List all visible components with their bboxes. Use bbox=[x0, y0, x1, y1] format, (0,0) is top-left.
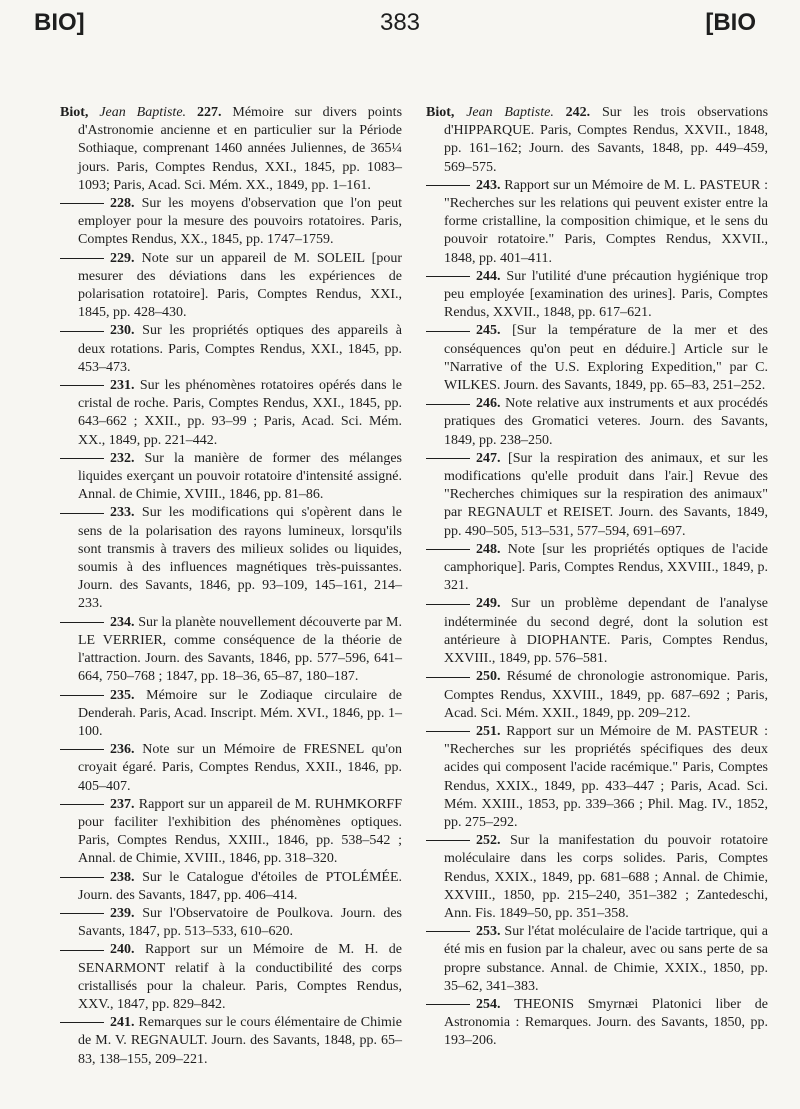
ditto-dash bbox=[60, 513, 104, 514]
entry-text: Note [sur les propriétés optiques de l'acide camphorique]. Paris, Comptes Rendus, XXVIII., 1849, p. 321. bbox=[444, 541, 768, 594]
entry-number: 242. bbox=[565, 105, 602, 120]
ditto-dash bbox=[60, 913, 104, 914]
bibliography-body bbox=[60, 104, 768, 1094]
entry-text: Rapport sur un appareil de M. RUHMKORFF pour faciliter l'exhibition des phénomènes optiques. Paris, Comptes Rendus, XXIII., 1846, pp. 538–542 ; Annal. de Chimie, XVIII., 1846, pp. 318–320. bbox=[78, 796, 402, 867]
entry-number: 245. bbox=[476, 323, 513, 339]
entry-author: Biot, Jean Baptiste. bbox=[426, 105, 554, 120]
bibliography-entry bbox=[426, 395, 768, 450]
bibliography-entry bbox=[426, 104, 768, 177]
ditto-dash bbox=[60, 622, 104, 623]
bibliography-entry bbox=[60, 869, 402, 905]
entry-number: 238. bbox=[110, 869, 143, 885]
entry-number: 227. bbox=[196, 105, 233, 120]
bibliography-entry bbox=[426, 832, 768, 923]
bibliography-entry bbox=[426, 668, 768, 723]
ditto-dash bbox=[60, 950, 104, 951]
entry-number: 234. bbox=[110, 614, 139, 630]
entry-number: 237. bbox=[110, 796, 139, 812]
ditto-dash bbox=[60, 458, 104, 459]
entry-text: Note sur un appareil de M. SOLEIL [pour mesurer des déviations dans les expériences de polarisation rotatoire]. Paris, Comptes Rendus, XXI., 1845, pp. 428–430. bbox=[78, 250, 403, 321]
entry-author-given: Jean Baptiste. bbox=[466, 105, 554, 120]
entry-number: 247. bbox=[476, 450, 509, 466]
bibliography-entry bbox=[426, 177, 768, 268]
header-left: BIO] bbox=[34, 9, 85, 36]
bibliography-entry bbox=[60, 687, 402, 742]
entry-text: Sur l'utilité d'une précaution hygiénique trop peu employée [examination des urines]. Paris, Comptes Rendus, XXVII., 1848, pp. 617–621. bbox=[444, 268, 768, 321]
entry-text: Rapport sur un Mémoire de M. L. PASTEUR : "Recherches sur les relations qui peuvent exister entre la forme cristalline, la composition chimique, et le sens du pouvoir rotatoire." Paris, Comptes Rendus, XXVII., 1848, pp. 401–411. bbox=[444, 177, 769, 266]
ditto-dash bbox=[60, 749, 104, 750]
entry-number: 246. bbox=[476, 396, 506, 412]
entry-number: 241. bbox=[110, 1015, 139, 1031]
entry-number: 231. bbox=[110, 378, 140, 394]
entry-text: Résumé de chronologie astronomique. Paris, Comptes Rendus, XXVIII., 1849, pp. 687–692 ; Paris, Acad. Sci. Mém. XXII., 1849, pp. 209–212. bbox=[444, 669, 768, 721]
left-column bbox=[60, 104, 402, 1094]
entry-number: 240. bbox=[110, 942, 145, 958]
bibliography-entry bbox=[60, 195, 402, 250]
bibliography-entry bbox=[60, 377, 402, 450]
entry-text: Rapport sur un Mémoire de M. PASTEUR : "Recherches sur les propriétés spécifiques des deux acides qui composent l'acide racémique." Paris, Comptes Rendus, XXIX., 1849, pp. 433–447 ; Paris, Acad. Sci. Mém. XXIII., 1853, pp. 339–366 ; Phil. Mag. IV., 1852, pp. 275–292. bbox=[444, 723, 768, 830]
entry-author: Biot, Jean Baptiste. bbox=[60, 105, 187, 120]
ditto-dash bbox=[60, 804, 104, 805]
entry-text: Remarques sur le cours élémentaire de Chimie de M. V. REGNAULT. Journ. des Savants, 1848, pp. 65–83, 138–155, 209–221. bbox=[78, 1015, 403, 1067]
bibliography-entry bbox=[60, 741, 402, 796]
bibliography-entry bbox=[60, 250, 402, 323]
ditto-dash bbox=[426, 604, 470, 605]
entry-text: Sur l'Observatoire de Poulkova. Journ. des Savants, 1847, pp. 513–533, 610–620. bbox=[78, 905, 403, 940]
bibliography-entry bbox=[426, 595, 768, 668]
entry-text: Mémoire sur divers points d'Astronomie ancienne et en particulier sur la Période Sothiaque, comprenant 1460 années Juliennes, de 365¼ jours. Paris, Comptes Rendus, XXI., 1845, pp. 1083–1093; Paris, Acad. Sci. Mém. XX., 1849, pp. 1–161. bbox=[78, 105, 403, 193]
bibliography-entry bbox=[426, 996, 768, 1051]
entry-number: 243. bbox=[476, 177, 505, 193]
entry-text: Sur les phénomènes rotatoires opérés dans le cristal de roche. Paris, Comptes Rendus, XXI., 1845, pp. 643–662 ; XXII., pp. 93–99 ; Paris, Acad. Sci. Mém. XX., 1849, pp. 221–442. bbox=[78, 378, 403, 448]
ditto-dash bbox=[426, 731, 470, 732]
entry-text: Sur les modifications qui s'opèrent dans le sens de la polarisation des rayons lumineux, lorsqu'ils sont transmis à travers des milieux solides ou liquides, soumis à des influences magnétiques très-puissantes. Journ. des Savants, 1846, pp. 93–109, 145–161, 214–233. bbox=[78, 505, 403, 612]
ditto-dash bbox=[60, 695, 104, 696]
entry-number: 250. bbox=[476, 669, 507, 685]
entry-number: 253. bbox=[476, 924, 505, 940]
entry-number: 244. bbox=[476, 268, 507, 284]
bibliography-entry bbox=[60, 905, 402, 941]
entry-text: Rapport sur un Mémoire de M. H. de SENARMONT relatif à la conductibilité des corps cristallisés pour la chaleur. Paris, Comptes Rendus, XXV., 1847, pp. 829–842. bbox=[78, 942, 402, 1012]
bibliography-entry bbox=[426, 450, 768, 541]
header-right: [BIO bbox=[705, 9, 756, 36]
bibliography-entry bbox=[426, 541, 768, 596]
bibliography-entry bbox=[60, 614, 402, 687]
page-header bbox=[0, 8, 800, 52]
entry-number: 249. bbox=[476, 596, 511, 612]
entry-number: 230. bbox=[110, 323, 143, 339]
ditto-dash bbox=[426, 840, 470, 841]
bibliography-entry bbox=[60, 1014, 402, 1069]
bibliography-entry bbox=[426, 723, 768, 832]
page-number: 383 bbox=[379, 9, 421, 36]
entry-number: 252. bbox=[476, 833, 510, 849]
ditto-dash bbox=[426, 1004, 470, 1005]
ditto-dash bbox=[60, 877, 104, 878]
entry-number: 251. bbox=[476, 723, 507, 739]
ditto-dash bbox=[426, 458, 470, 459]
bibliography-entry bbox=[60, 104, 402, 195]
entry-number: 235. bbox=[110, 687, 147, 703]
bibliography-entry bbox=[60, 322, 402, 377]
ditto-dash bbox=[426, 549, 470, 550]
entry-text: Note relative aux instruments et aux procédés pratiques des Gromatici veteres. Journ. des Savants, 1849, pp. 238–250. bbox=[444, 396, 768, 448]
entry-text: Sur les moyens d'observation que l'on peut employer pour la mesure des pouvoirs rotatoires. Paris, Comptes Rendus, XX., 1845, pp. 1747–1759. bbox=[78, 196, 403, 248]
entry-author-given: Jean Baptiste. bbox=[99, 105, 187, 120]
entry-text: Sur la manifestation du pouvoir rotatoire moléculaire dans les corps solides. Paris, Comptes Rendus, XXIX., 1849, pp. 681–688 ; Annal. de Chimie, XXVIII., 1850, pp. 215–240, 351–382 ; Zantedeschi, Ann. Fis. 1849–50, pp. 351–358. bbox=[444, 833, 768, 921]
entry-text: Note sur un Mémoire de FRESNEL qu'on croyait égaré. Paris, Comptes Rendus, XXII., 1846, pp. 405–407. bbox=[78, 742, 402, 794]
entry-text: Mémoire sur le Zodiaque circulaire de Denderah. Paris, Acad. Inscript. Mém. XVI., 1846, pp. 1–100. bbox=[78, 687, 402, 739]
ditto-dash bbox=[426, 185, 470, 186]
ditto-dash bbox=[60, 331, 104, 332]
entry-number: 248. bbox=[476, 541, 508, 557]
bibliography-entry bbox=[60, 796, 402, 869]
entry-text: Sur l'état moléculaire de l'acide tartrique, qui a été mis en fusion par la chaleur, avec ou sans perte de sa propre substance. Annal. de Chimie, XXIX., 1850, pp. 35–62, 341–383. bbox=[444, 924, 769, 994]
entry-text: [Sur la respiration des animaux, et sur les modifications qu'elle produit dans l'air.] Revue des "Recherches chimiques sur la respiration des animaux" par REGNAULT et REISET. Journ. des Savants, 1849, pp. 490–505, 513–531, 577–594, 691–697. bbox=[444, 450, 769, 539]
entry-text: Sur la manière de former des mélanges liquides exerçant un pouvoir rotatoire d'intensité assigné. Annal. de Chimie, XVIII., 1846, pp. 81–86. bbox=[78, 450, 402, 503]
bibliography-entry bbox=[426, 923, 768, 996]
right-column bbox=[426, 104, 768, 1094]
bibliography-entry bbox=[426, 268, 768, 323]
entry-number: 228. bbox=[110, 196, 142, 212]
entry-text: Sur les trois observations d'HIPPARQUE. Paris, Comptes Rendus, XXVII., 1848, pp. 161–162; Journ. des Savants, 1848, pp. 449–459, 569–575. bbox=[444, 105, 769, 175]
ditto-dash bbox=[426, 404, 470, 405]
entry-number: 236. bbox=[110, 742, 143, 758]
entry-number: 254. bbox=[476, 996, 515, 1012]
bibliography-entry bbox=[60, 941, 402, 1014]
ditto-dash bbox=[426, 331, 470, 332]
bibliography-entry bbox=[426, 322, 768, 395]
entry-text: Sur les propriétés optiques des appareils à deux rotations. Paris, Comptes Rendus, XXI., 1845, pp. 453–473. bbox=[78, 323, 403, 375]
ditto-dash bbox=[426, 276, 470, 277]
entry-text: Sur le Catalogue d'étoiles de PTOLÉMÉE. Journ. des Savants, 1847, pp. 406–414. bbox=[78, 869, 402, 903]
entry-number: 232. bbox=[110, 450, 145, 466]
ditto-dash bbox=[60, 1022, 104, 1023]
entry-number: 229. bbox=[110, 250, 142, 266]
ditto-dash bbox=[60, 203, 104, 204]
entry-text: Sur la planète nouvellement découverte par M. LE VERRIER, comme conséquence de la théorie de l'attraction. Journ. des Savants, 1846, pp. 577–596, 641–664, 750–768 ; 1847, pp. 18–36, 65–87, 180–187. bbox=[78, 614, 403, 685]
ditto-dash bbox=[426, 931, 470, 932]
ditto-dash bbox=[60, 258, 104, 259]
bibliography-entry bbox=[60, 504, 402, 613]
ditto-dash bbox=[60, 385, 104, 386]
entry-text: THEONIS Smyrnæi Platonici liber de Astronomia : Remarques. Journ. des Savants, 1850, pp. 193–206. bbox=[444, 996, 769, 1049]
entry-text: [Sur la température de la mer et des conséquences qu'on peut en déduire.] Article sur le "Narrative of the U.S. Exploring Expedition," par C. WILKES. Journ. des Savants, 1849, pp. 65–83, 251–252. bbox=[444, 323, 768, 394]
entry-number: 233. bbox=[110, 505, 142, 521]
entry-text: Sur un problème dependant de l'analyse indéterminée du second degré, dont la solution est antérieure à DIOPHANTE. Paris, Comptes Rendus, XXVIII., 1849, pp. 576–581. bbox=[444, 596, 768, 667]
ditto-dash bbox=[426, 677, 470, 678]
bibliography-entry bbox=[60, 450, 402, 505]
entry-number: 239. bbox=[110, 905, 143, 921]
